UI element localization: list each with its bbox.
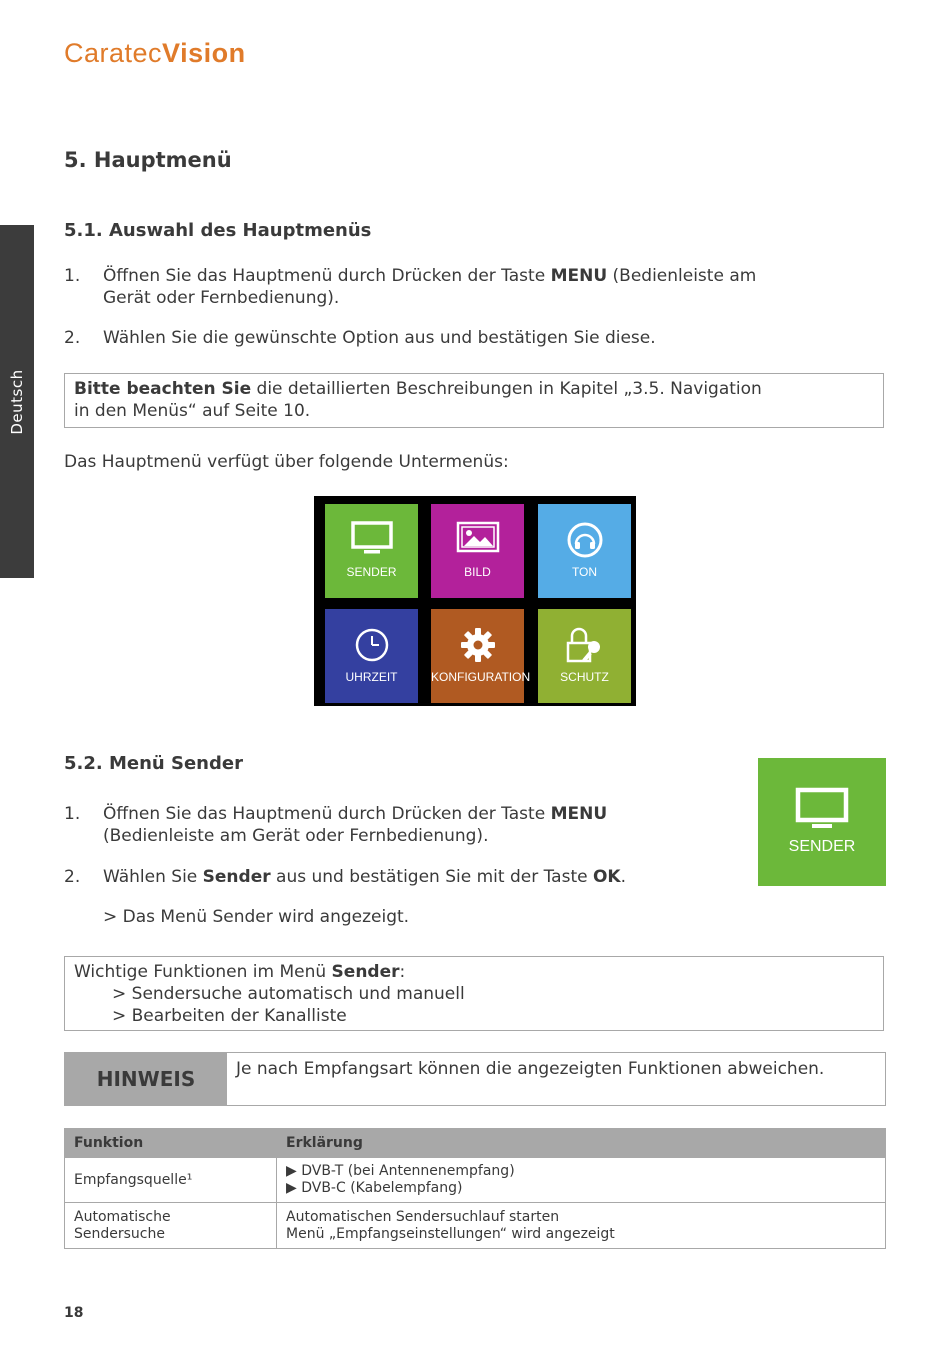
- step-result: > Das Menü Sender wird angezeigt.: [103, 907, 410, 927]
- lock-key-icon: [564, 625, 606, 665]
- tile-label: KONFIGURATION: [431, 670, 531, 684]
- picture-icon: [456, 520, 500, 556]
- menu-tile-schutz[interactable]: [538, 609, 631, 703]
- table-row: [65, 1158, 886, 1203]
- gear-icon: [458, 625, 498, 665]
- tile-label: SCHUTZ: [560, 670, 609, 684]
- table-header-row: [65, 1129, 886, 1158]
- section-title: 5. Hauptmenü: [64, 148, 232, 172]
- step-number: 1.: [64, 804, 81, 824]
- step-number: 2.: [64, 328, 81, 348]
- tile-label: UHRZEIT: [345, 670, 398, 684]
- menu-tile-uhrzeit[interactable]: [325, 609, 418, 703]
- table-cell: Empfangsquelle¹: [65, 1158, 277, 1203]
- menu-tile-bild[interactable]: [431, 504, 524, 598]
- menu-tile-sender[interactable]: [325, 504, 418, 598]
- menu-tile-ton[interactable]: [538, 504, 631, 598]
- tile-label: TON: [571, 565, 598, 579]
- headphones-icon: [565, 520, 605, 560]
- table-row: [65, 1203, 886, 1249]
- main-menu-screenshot: [314, 496, 636, 706]
- step-text: Öffnen Sie das Hauptmenü durch Drücken der Taste MENU (Bedienleiste am Gerät oder Fernbedienung).: [103, 266, 757, 308]
- note-box: Bitte beachten Sie die detaillierten Beschreibungen in Kapitel „3.5. Navigation in den Menüs“ auf Seite 10.: [64, 373, 884, 428]
- brand-logo: CaratecVision: [64, 38, 246, 68]
- tile-label: SENDER: [788, 838, 856, 855]
- subsection-title-5-1: 5.1. Auswahl des Hauptmenüs: [64, 220, 372, 241]
- hinweis-box: [64, 1052, 886, 1106]
- function-item: > Bearbeiten der Kanalliste: [112, 1006, 347, 1026]
- side-tab-label: Deutsch: [8, 368, 26, 435]
- step-text: Wählen Sie Sender aus und bestätigen Sie mit der Taste OK.: [103, 867, 627, 887]
- tile-label: SENDER: [346, 565, 397, 579]
- tv-icon: [794, 786, 850, 830]
- step-text: Wählen Sie die gewünschte Option aus und bestätigen Sie diese.: [103, 328, 656, 348]
- submenu-intro: Das Hauptmenü verfügt über folgende Untermenüs:: [64, 452, 509, 472]
- hinweis-label: HINWEIS: [65, 1053, 227, 1105]
- menu-tile-konfiguration[interactable]: [431, 609, 531, 703]
- tv-icon: [350, 520, 394, 556]
- function-table: [64, 1128, 886, 1249]
- language-side-tab: [0, 225, 34, 578]
- function-item: > Sendersuche automatisch und manuell: [112, 984, 465, 1004]
- clock-icon: [352, 625, 392, 665]
- page-number: 18: [64, 1305, 84, 1321]
- sender-tile-illustration: [758, 758, 886, 886]
- column-header: Erklärung: [277, 1129, 886, 1158]
- column-header: Funktion: [65, 1129, 277, 1158]
- hinweis-text: Je nach Empfangsart können die angezeigten Funktionen abweichen.: [236, 1059, 825, 1079]
- step-text: Öffnen Sie das Hauptmenü durch Drücken der Taste MENU (Bedienleiste am Gerät oder Fernbedienung).: [103, 804, 608, 846]
- functions-box: Wichtige Funktionen im Menü Sender: > Sendersuche automatisch und manuell > Bearbeiten der Kanalliste: [64, 956, 884, 1031]
- subsection-title-5-2: 5.2. Menü Sender: [64, 753, 243, 774]
- step-number: 2.: [64, 867, 81, 887]
- tile-label: BILD: [464, 565, 491, 579]
- step-number: 1.: [64, 266, 81, 286]
- table-cell: ▶ DVB-T (bei Antennenempfang) ▶ DVB-C (Kabelempfang): [277, 1158, 886, 1203]
- table-cell: Automatischen Sendersuchlauf starten Menü „Empfangseinstellungen“ wird angezeigt: [277, 1203, 886, 1249]
- table-cell: Automatische Sendersuche: [65, 1203, 277, 1249]
